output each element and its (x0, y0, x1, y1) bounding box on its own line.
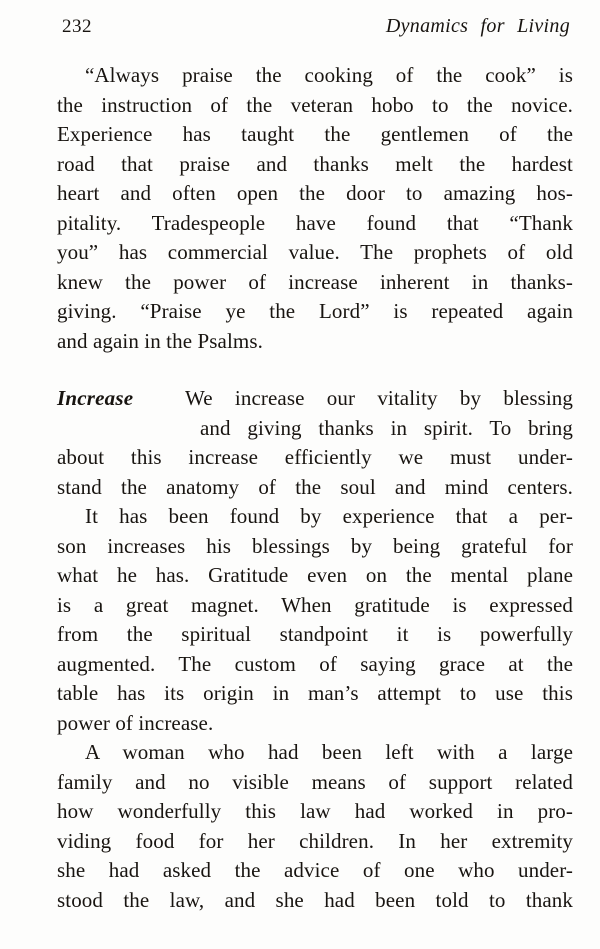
text-line (57, 709, 573, 739)
text-line (57, 532, 573, 562)
text-line (57, 238, 573, 268)
text-line-content: table has its origin in man’s attempt to use this (57, 681, 573, 705)
text-line-content: and again in the Psalms. (57, 328, 263, 353)
paragraph-praise-the-cook (57, 61, 573, 356)
text-line-content: you” has commercial value. The prophets of old (57, 240, 573, 264)
text-line (57, 120, 573, 150)
text-line-content: son increases his blessings by being grateful for (57, 533, 573, 558)
text-line (57, 268, 573, 298)
text-line-content: stood the law, and she had been told to thank (57, 887, 573, 912)
text-line-content: It has been found by experience that a per- (85, 504, 573, 528)
text-line-content: viding food for her children. In her extremity (57, 828, 573, 853)
text-line-content: she had asked the advice of one who under- (57, 858, 573, 882)
text-body (0, 61, 600, 915)
text-line (57, 61, 573, 91)
text-line (57, 738, 573, 768)
section-heading-increase: Increase (57, 386, 134, 410)
text-line (57, 620, 573, 650)
text-line (57, 150, 573, 180)
text-line (57, 91, 573, 121)
page-number: 232 (62, 16, 92, 37)
text-line-content: augmented. The custom of saying grace at the (57, 651, 573, 676)
text-line (57, 591, 573, 621)
text-line (57, 856, 573, 886)
text-line (57, 650, 573, 680)
text-line (57, 797, 573, 827)
text-line (57, 414, 573, 444)
paragraph-woman-story (57, 738, 573, 915)
text-line-content: how wonderfully this law had worked in pro- (57, 799, 573, 823)
page-header (0, 0, 600, 40)
text-line (57, 502, 573, 532)
text-line-content: the instruction of the veteran hobo to the novice. (57, 92, 573, 117)
text-line (57, 327, 573, 357)
text-line-content: pitality. Tradespeople have found that “Thank (57, 210, 573, 235)
text-line (57, 679, 573, 709)
text-line-content: A woman who had been left with a large (85, 740, 573, 764)
text-line (57, 768, 573, 798)
running-title: Dynamics for Living (385, 15, 570, 37)
text-line (57, 886, 573, 916)
text-line-content: giving. “Praise ye the Lord” is repeated again (57, 299, 573, 323)
section-increase (57, 384, 573, 502)
paragraph-gratitude (57, 502, 573, 738)
text-line (57, 384, 573, 414)
text-line-content: heart and often open the door to amazing hos- (57, 181, 573, 205)
text-line-content: power of increase. (57, 710, 214, 735)
text-line (57, 827, 573, 857)
text-line-content: “Always praise the cooking of the cook” is (85, 63, 573, 87)
text-line-content: from the spiritual standpoint it is powerfully (57, 622, 573, 646)
text-line-content: We increase our vitality by blessing (185, 386, 573, 410)
text-line (57, 209, 573, 239)
text-line-content: is a great magnet. When gratitude is expressed (57, 592, 573, 617)
text-line (57, 561, 573, 591)
text-line-content: stand the anatomy of the soul and mind centers. (57, 474, 573, 499)
text-line-content: family and no visible means of support related (57, 769, 573, 794)
text-line-content: Experience has taught the gentlemen of the (57, 122, 573, 146)
text-line (57, 179, 573, 209)
text-line (57, 473, 573, 503)
text-line (57, 297, 573, 327)
text-line-content: what he has. Gratitude even on the mental plane (57, 563, 573, 587)
text-line (57, 443, 573, 473)
text-line-content: about this increase efficiently we must under- (57, 445, 573, 469)
text-line-content: and giving thanks in spirit. To bring (200, 415, 573, 440)
text-line-content: knew the power of increase inherent in thanks- (57, 269, 573, 294)
text-line-content: road that praise and thanks melt the hardest (57, 151, 573, 176)
